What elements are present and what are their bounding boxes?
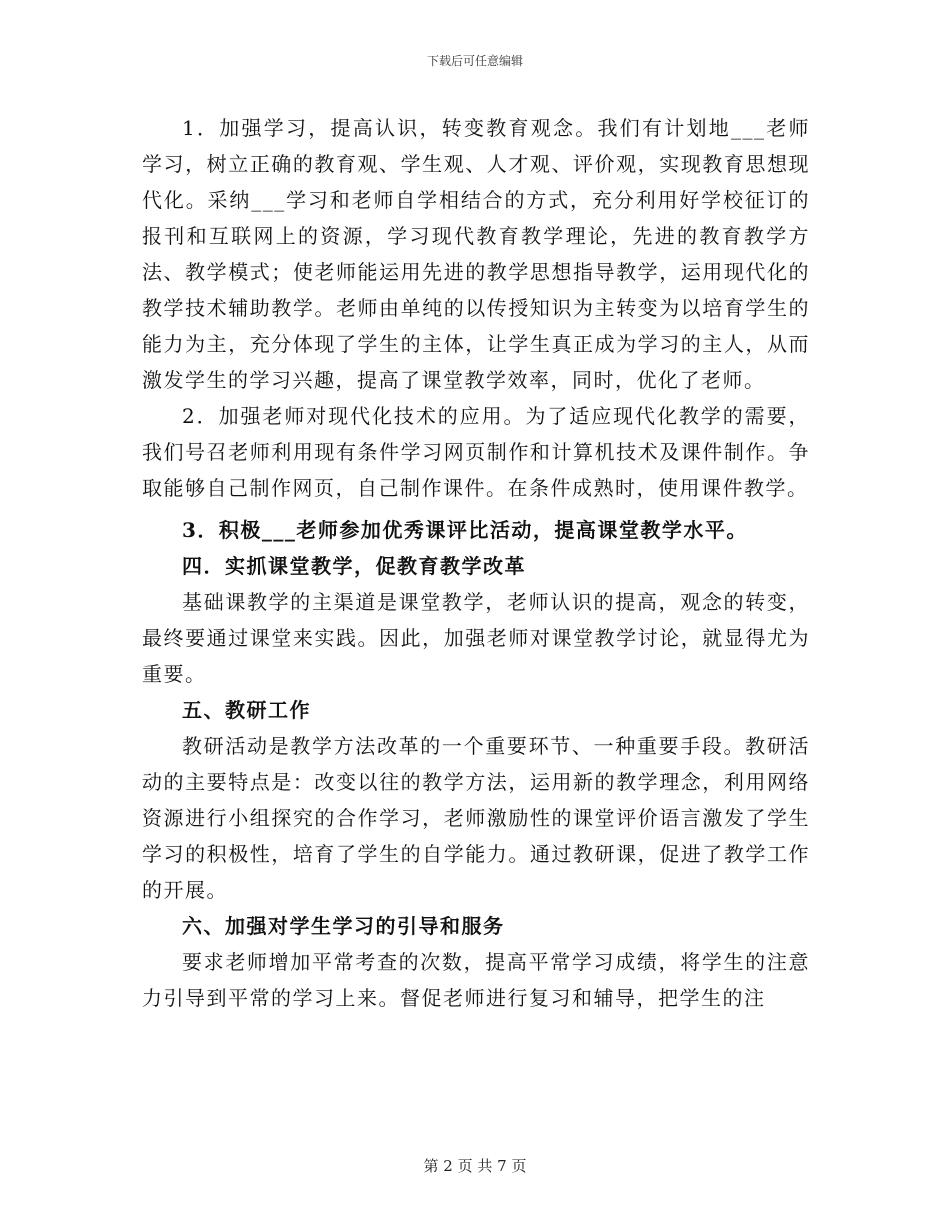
paragraph-teaching-research: 教研活动是教学方法改革的一个重要环节、一种重要手段。教研活动的主要特点是：改变以往的教学方法，运用新的教学理念，利用网络资源进行小组探究的合作学习，老师激励性的课堂评价语言激发了学生学习的积极性，培育了学生的自学能力。通过教研课，促进了教学工作的开展。 [142, 734, 810, 902]
document-body [142, 110, 810, 1016]
section-heading-4: 四．实抓课堂教学，促教育教学改革 [182, 554, 526, 578]
paragraph-1-strengthen-learning: 1．加强学习，提高认识，转变教育观念。我们有计划地___老师学习，树立正确的教育观、学生观、人才观、评价观，实现教育思想现代化。采纳___学习和老师自学相结合的方式，充分利用好学校征订的报刊和互联网上的资源，学习现代教育教学理论，先进的教育教学方法、教学模式；使老师能运用先进的教学思想指导教学，运用现代化的教学技术辅助教学。老师由单纯的以传授知识为主转变为以培育学生的能力为主，充分体现了学生的主体，让学生真正成为学习的主人，从而激发学生的学习兴趣，提高了课堂教学效率，同时，优化了老师。 [142, 116, 810, 392]
paragraph-3-excellent-lesson: 3．积极___老师参加优秀课评比活动，提高课堂教学水平。 [182, 518, 748, 542]
paragraph-2-modern-technology: 2．加强老师对现代化技术的应用。为了适应现代化教学的需要，我们号召老师利用现有条件学习网页制作和计算机技术及课件制作。争取能够自己制作网页，自己制作课件。在条件成熟时，使用课件教学。 [142, 404, 810, 500]
paragraph-student-guidance: 要求老师增加平常考查的次数，提高平常学习成绩，将学生的注意力引导到平常的学习上来。督促老师进行复习和辅导，把学生的注 [142, 950, 810, 1010]
paragraph-classroom-teaching: 基础课教学的主渠道是课堂教学，老师认识的提高，观念的转变，最终要通过课堂来实践。因此，加强老师对课堂教学讨论，就显得尤为重要。 [142, 590, 810, 686]
page-header: 下载后可任意编辑 [426, 54, 523, 68]
section-heading-5: 五、教研工作 [182, 698, 311, 722]
page-footer: 第 2 页 共 7 页 [423, 1157, 527, 1175]
section-heading-6: 六、加强对学生学习的引导和服务 [182, 914, 505, 938]
